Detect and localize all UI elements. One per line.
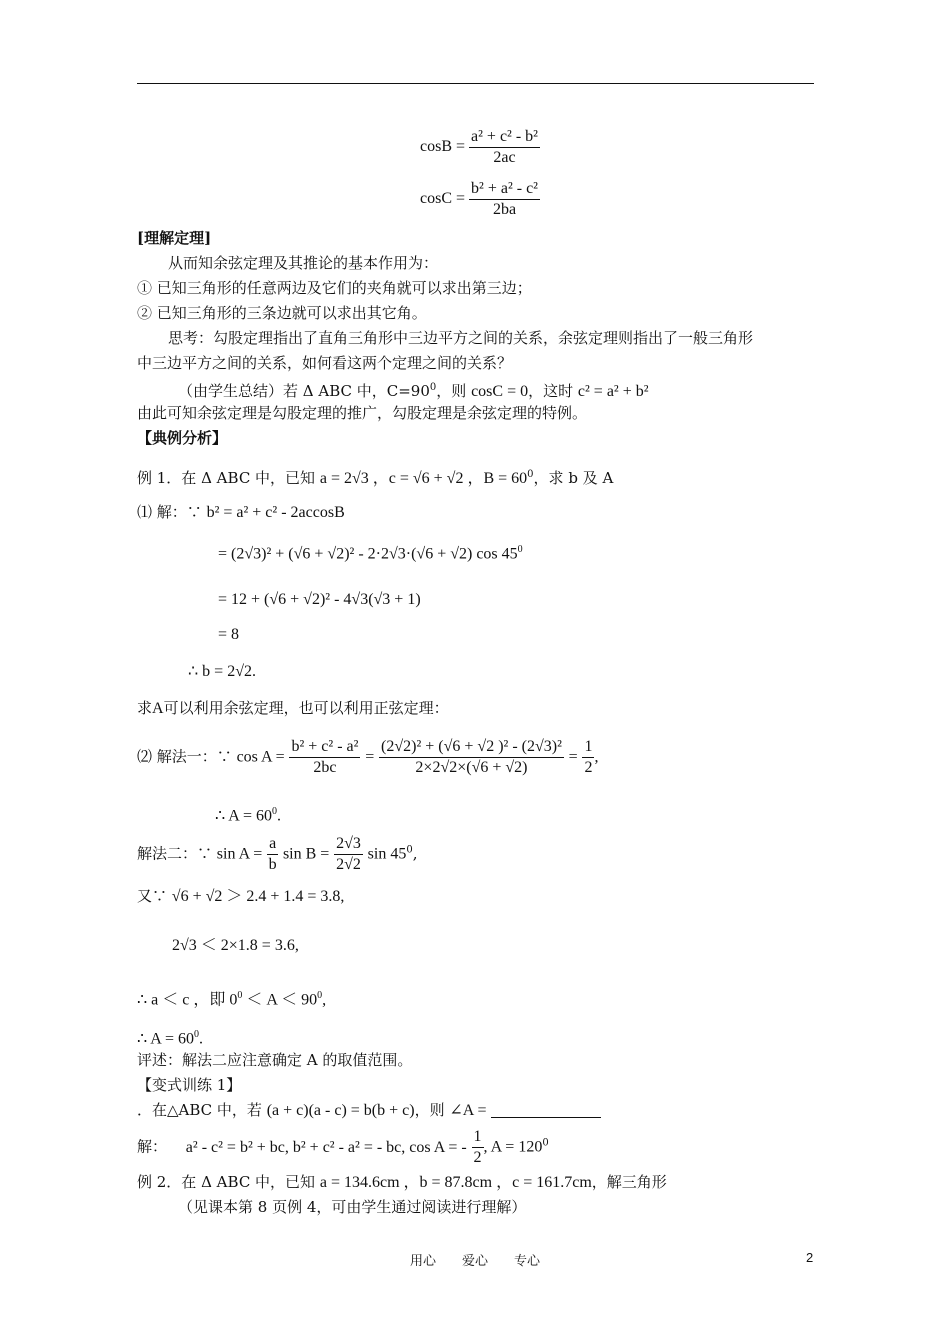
answer-blank[interactable]: [491, 1117, 601, 1118]
solution-3-fraction-1: $\frac{a}{b}$: [268, 835, 277, 873]
solution-2-fraction-2: $\frac{\text{(2√2)² + (√6 + √2 )² - (2√3)²}}{2\times 2√2\times(√6 + √2)}$: [381, 738, 562, 776]
variant-solution: 解： a² - c² = b² + bc, b² + c² - a² = - bc, cos A = - $\frac{1}{2}$ , $A = 120^0$: [137, 1128, 549, 1166]
example-1: 例 1．在 Δ ABC 中，已知 a = 2√3 ，c = √6 + √2 ，$B = 60^0$，求 b 及 A: [137, 469, 614, 487]
header-rule: [137, 83, 814, 84]
think-line-2: 中三边平方之间的关系，如何看这两个定理之间的关系？: [137, 354, 513, 372]
example-2: 例 2．在 Δ ABC 中，已知 a = 134.6cm ，b = 87.8cm ，c = 161.7cm，解三角形: [137, 1173, 667, 1191]
solution-3-line: 解法二：∵ sin A = $\frac{a}{b}$ sin B = $\frac{2√3}{2√2}$ $\sin 45^0$,: [137, 835, 418, 873]
solution-1-result: ∴ b = 2√2.: [188, 663, 256, 680]
section-examples: 【典例分析】: [137, 429, 228, 447]
variant-title: 【变式训练 1】: [137, 1076, 242, 1094]
final-A-line: ∴ $A = 60^0$.: [137, 1029, 203, 1048]
inequality-line: 2√3 ＜ 2×1.8 = 3.6,: [172, 937, 299, 954]
intro-text: 从而知余弦定理及其推论的基本作用为：: [168, 254, 439, 272]
solution-2-result: ∴ $A = 60^0$.: [215, 806, 281, 825]
summary-line: （由学生总结）若 Δ ABC 中，$C=90^0$，则 cosC = 0，这时 c² = a² + b²: [178, 382, 649, 400]
conclusion: 由此可知余弦定理是勾股定理的推广，勾股定理是余弦定理的特例。: [137, 404, 588, 422]
variant-question: ．在△ABC 中，若 (a + c)(a - c) = b(b + c)，则 ∠A =: [137, 1100, 601, 1121]
example-2-note: （见课本第 8 页例 4，可由学生通过阅读进行理解）: [178, 1198, 527, 1216]
also-line: 又∵ √6 + √2 ＞ 2.4 + 1.4 = 3.8,: [137, 887, 345, 905]
cosC-fraction: $\frac{\text{b² + a² - c²}}{2ba}$: [471, 180, 538, 218]
formula-cosB: cosB = $\frac{\text{a² + c² - b²}}{2ac}$: [420, 128, 538, 166]
solution-2-fraction-3: $\frac{1}{2}$: [584, 738, 593, 776]
find-A-line: 求A可以利用余弦定理，也可以利用正弦定理：: [137, 699, 449, 717]
comment: 评述：解法二应注意确定 A 的取值范围。: [137, 1051, 413, 1069]
think-line-1: 思考：勾股定理指出了直角三角形中三边平方之间的关系，余弦定理则指出了一般三角形: [168, 329, 754, 347]
footer: 用心 爱心 专心: [409, 1254, 540, 1269]
therefore-line: ∴ a ＜ c ，即 $0^0 < A < 90^0$,: [137, 990, 327, 1009]
section-understand: [理解定理]: [137, 229, 212, 247]
page-number: 2: [806, 1250, 814, 1265]
cosB-fraction: $\frac{\text{a² + c² - b²}}{2ac}$: [471, 128, 538, 166]
solution-2-line: ⑵ 解法一：∵ cos A = $\frac{\text{b² + c² - a²}}{2bc}$ = $\frac{\text{(2√2)² + (√6 + √2 )² - (2√3)²}}{2\times 2√2\times(√6 + √2)}$ = $\frac{1}{2}$ ,: [137, 738, 599, 776]
solution-1-line-4: = 8: [218, 626, 240, 643]
solution-1-line-3: = 12 + (√6 + √2)² - 4√3(√3 + 1): [218, 591, 421, 608]
use-1: ① 已知三角形的任意两边及它们的夹角就可以求出第三边；: [137, 279, 532, 297]
solution-2-fraction-1: $\frac{\text{b² + c² - a²}}{2bc}$: [291, 738, 359, 776]
formula-cosC: cosC = $\frac{\text{b² + a² - c²}}{2ba}$: [420, 180, 538, 218]
use-2: ② 已知三角形的三条边就可以求出其它角。: [137, 304, 427, 322]
solution-3-fraction-2: $\frac{2√3}{2√2}$: [336, 835, 361, 873]
solution-1-line-1: ⑴ 解：∵ b² = a² + c² - 2accosB: [137, 503, 345, 521]
solution-1-line-2: = (2√3)² + (√6 + √2)² - 2·2√3·(√6 + √2) $\cos 45^0$: [218, 544, 523, 563]
variant-fraction: $\frac{1}{2}$: [473, 1128, 482, 1166]
